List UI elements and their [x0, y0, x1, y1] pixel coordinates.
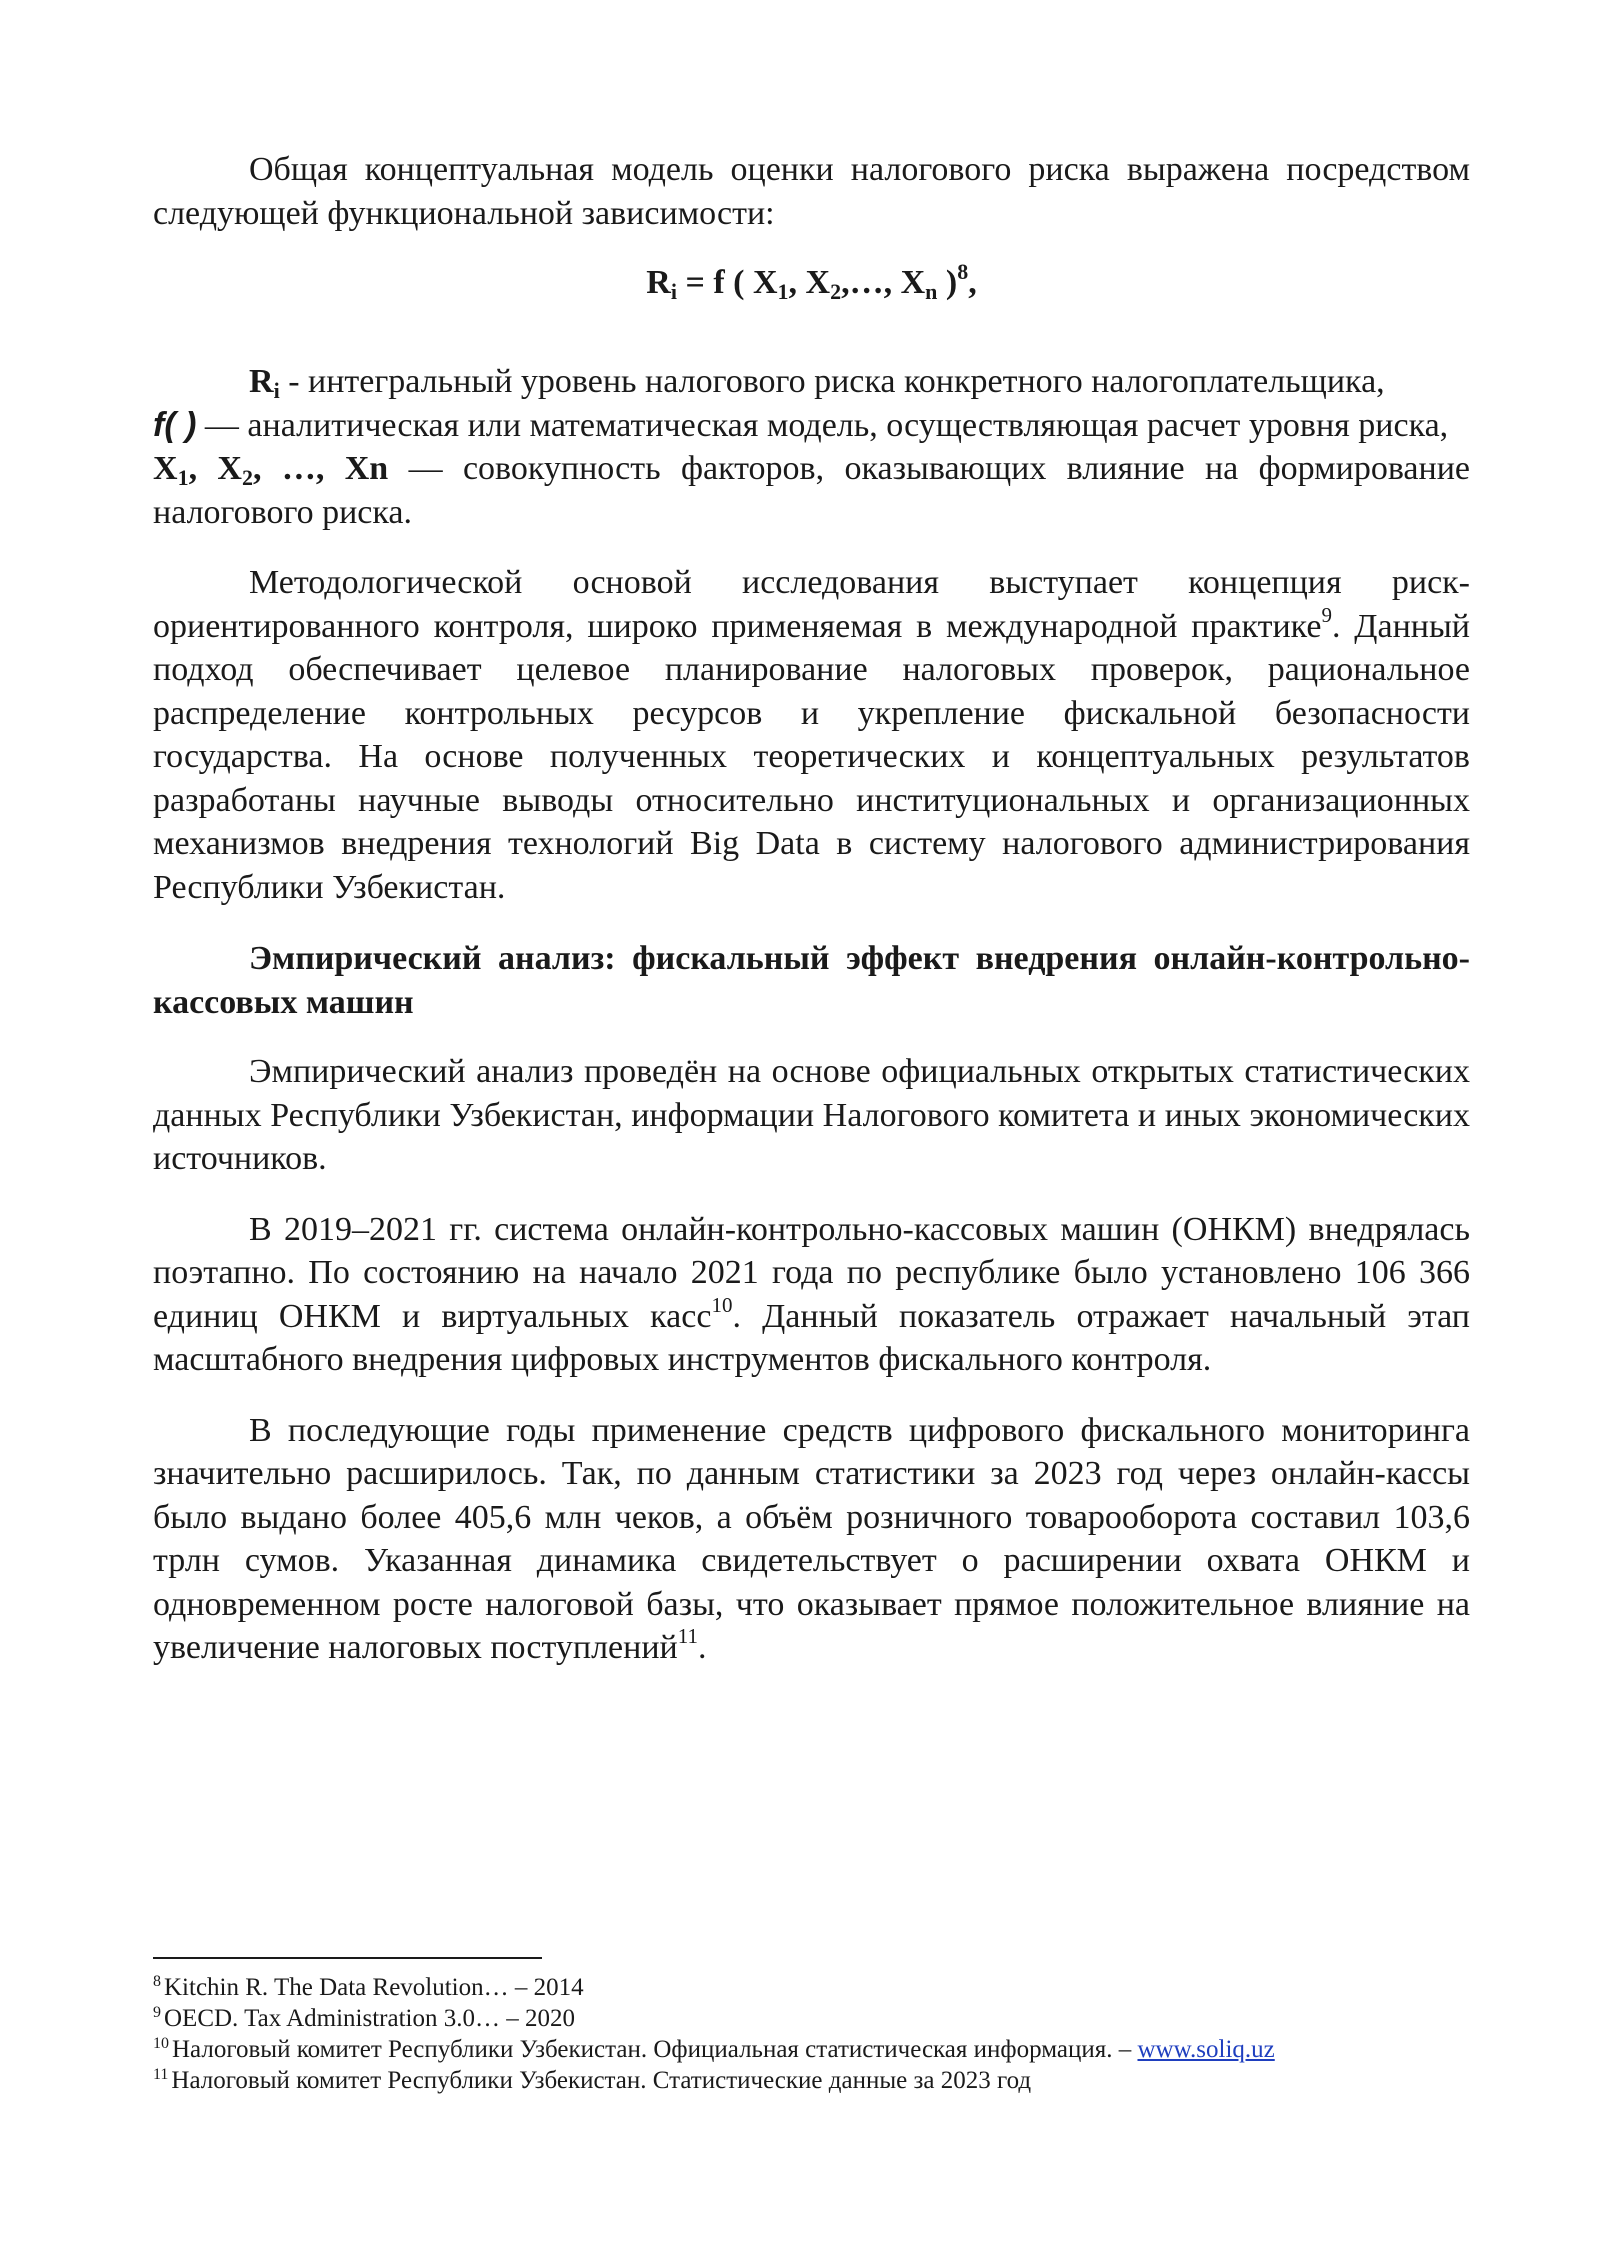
monitoring-text-a: В последующие годы применение средств цифрового фискального мониторинга значительно расширилось. Так, по данным статистики за 2023 год через онлайн-кассы было выдано более 405,6 млн чеков, а объём розничного товарооборота составил 103,6 трлн сумов. Указанная динамика свидетельствует о расширении охвата ОНКМ и одновременном росте налоговой базы, что оказывает прямое положительное влияние на увеличение налоговых поступлений: [153, 1411, 1470, 1666]
footnote-text: Kitchin R. The Data Revolution… – 2014: [164, 1974, 584, 2001]
footnote-number: 8: [153, 1973, 161, 1990]
paragraph-monitoring: [153, 1409, 1470, 1670]
footnote-9: [153, 2003, 1470, 2034]
footnote-10: [153, 2034, 1470, 2065]
footnote-text: Налоговый комитет Республики Узбекистан. Официальная статистическая информация. –: [172, 2036, 1138, 2063]
monitoring-text-b: .: [697, 1629, 707, 1666]
footnote-number: 9: [153, 2004, 161, 2021]
footnote-text: OECD. Tax Administration 3.0… – 2020: [164, 2005, 575, 2032]
paragraph-model-intro: Общая концептуальная модель оценки налогового риска выражена посредством следующей функциональной зависимости:: [153, 151, 1470, 232]
definition-f-term: f( ): [153, 405, 197, 444]
definition-x-a: X: [153, 450, 178, 487]
section-heading: Эмпирический анализ: фискальный эффект внедрения онлайн-контрольно-кассовых машин: [153, 940, 1470, 1021]
formula-body-a: = f ( X: [676, 264, 778, 301]
formula-x2-sub: 2: [830, 279, 842, 304]
footnote-ref-9[interactable]: 9: [1321, 602, 1332, 627]
formula-x1-sub: 1: [777, 279, 789, 304]
definition-x-a-sub: 1: [177, 465, 189, 490]
formula-definitions: [153, 360, 1470, 534]
definition-x-b-sub: 2: [242, 465, 253, 490]
formula-close: ): [937, 264, 958, 301]
footnote-ref-10[interactable]: 10: [711, 1292, 733, 1317]
footnote-number: 11: [153, 2066, 169, 2083]
definition-ri-sub: i: [273, 378, 280, 403]
document-page: [153, 148, 1470, 1670]
footnote-ref-8[interactable]: 8: [957, 259, 969, 284]
definition-x-term: [153, 450, 389, 490]
soliq-link[interactable]: www.soliq.uz: [1137, 2036, 1275, 2063]
definition-x-c: , …, Xn: [253, 450, 389, 487]
methodology-text-a: Методологической основой исследования выступает концепция риск-ориентированного контроля, широко применяемая в международной практике: [153, 564, 1470, 645]
onkm-text-b: . Данный показатель отражает начальный этап масштабного внедрения цифровых инструментов фискального контроля.: [153, 1297, 1471, 1378]
footnotes: [153, 1972, 1470, 2096]
methodology-text-b: . Данный подход обеспечивает целевое планирование налоговых проверок, рациональное распределение контрольных ресурсов и укрепление фискальной безопасности государства. На основе полученных теоретических и концептуальных результатов разработаны научные выводы относительно институциональных и организационных механизмов внедрения технологий Big Data в систему налогового администрирования Республики Узбекистан.: [153, 607, 1470, 906]
definition-ri-letter: R: [249, 363, 274, 400]
definition-x-text: — совокупность факторов, оказывающих влияние на формирование налогового риска.: [153, 450, 1471, 531]
footnote-ref-11[interactable]: 11: [677, 1624, 698, 1648]
footnote-number: 10: [153, 2035, 169, 2052]
definition-ri: [153, 360, 1470, 404]
definition-ri-text: - интегральный уровень налогового риска конкретного налогоплательщика,: [279, 363, 1385, 400]
definition-x-b: , X: [188, 450, 242, 487]
formula-r-sub: i: [670, 279, 677, 304]
paragraph-methodology: [153, 561, 1470, 909]
definition-ri-term: [249, 363, 280, 403]
paragraph-onkm-2019: [153, 1208, 1470, 1382]
paragraph-empirical: Эмпирический анализ проведён на основе официальных открытых статистических данных Республики Узбекистан, информации Налогового комитета и иных экономических источников.: [153, 1053, 1470, 1177]
onkm-text-a: В 2019–2021 гг. система онлайн-контрольно-кассовых машин (ОНКМ) внедрялась поэтапно. По состоянию на начало 2021 года по республике было установлено 106 366 единиц ОНКМ и виртуальных касс: [153, 1210, 1470, 1335]
formula-r: R: [646, 264, 671, 301]
formula-end: ,: [968, 264, 977, 301]
footnote-8: [153, 1972, 1470, 2003]
formula-sep1: , X: [788, 264, 831, 301]
footnote-separator: [153, 1957, 542, 1959]
definition-f-text: — аналитическая или математическая модель, осуществляющая расчет уровня риска,: [196, 406, 1449, 444]
formula-sep2: ,…, X: [841, 264, 926, 301]
risk-formula: [153, 261, 1470, 304]
definition-f: [153, 404, 1470, 448]
formula-xn-sub: n: [925, 279, 938, 304]
definition-x: [153, 447, 1470, 534]
footnote-text: Налоговый комитет Республики Узбекистан. Статистические данные за 2023 год: [171, 2067, 1032, 2094]
footnote-11: [153, 2065, 1470, 2096]
